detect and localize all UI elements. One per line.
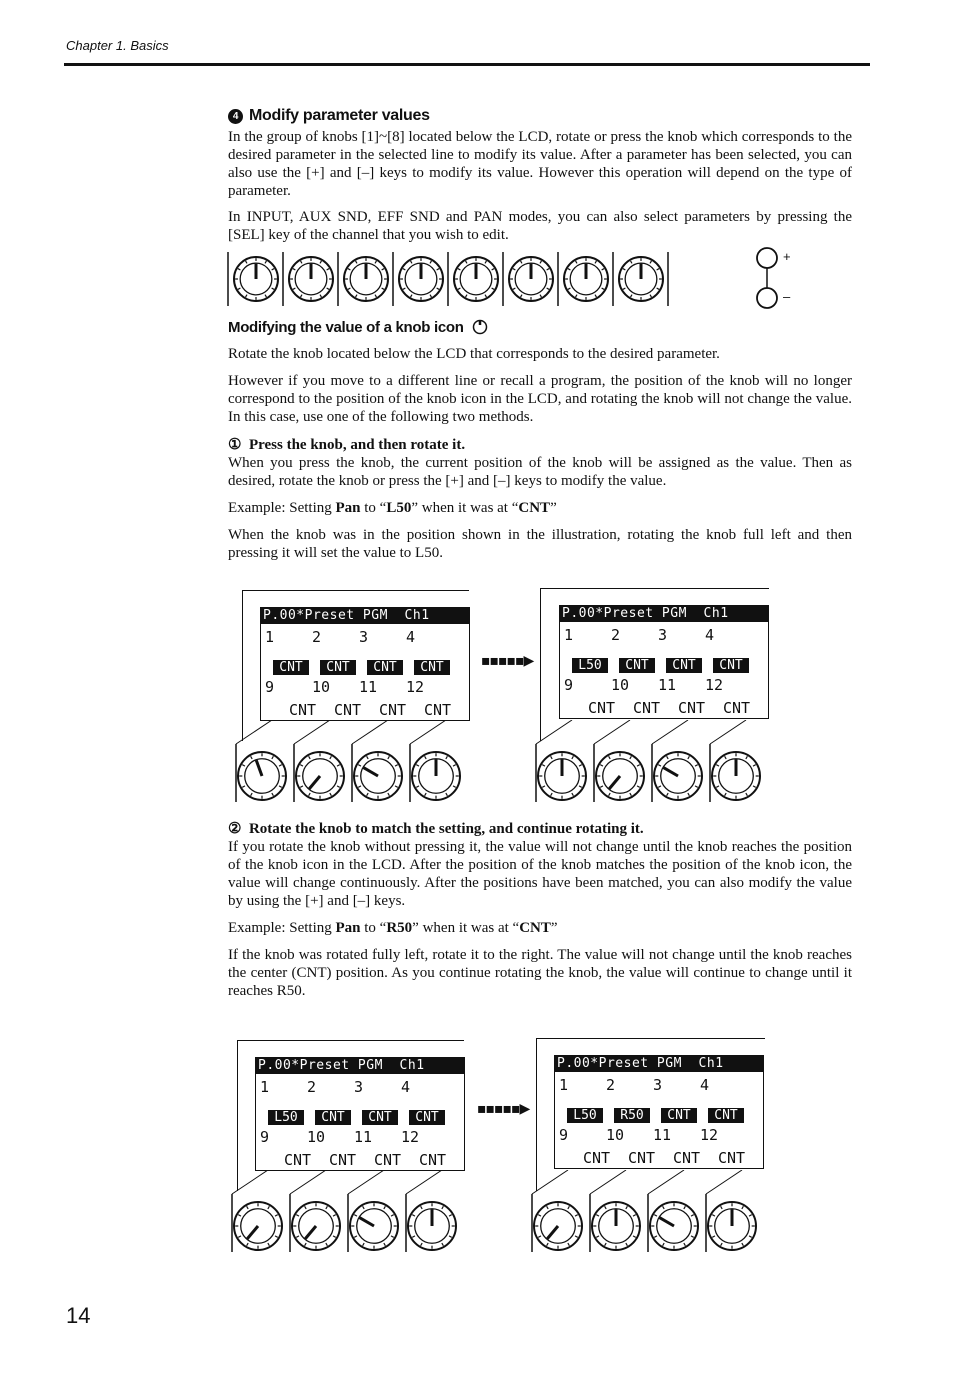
plus-key-label: + <box>783 249 791 264</box>
section-title-text: Modify parameter values <box>249 107 430 124</box>
lcd-bottom-row: CNT CNT CNT CNT <box>289 701 452 719</box>
section-intro <box>228 128 852 244</box>
example-line: Example: Setting Pan to “L50” when it was at “CNT” <box>228 500 557 516</box>
plus-minus-keys <box>757 248 777 308</box>
knob-icon <box>408 1202 456 1250</box>
paragraph: In INPUT, AUX SND, EFF SND and PAN modes, you can also select parameters by pressing the [SEL] key of the channel that you wish to edit. <box>228 209 852 243</box>
knob-icon <box>354 752 402 800</box>
paragraph: If you rotate the knob without pressing it, the value will not change until the knob reaches the position of the knob icon in the LCD. After the position of the knob matches the position of the knob icon, the value will change continuously. After the positions have been matched, you can also modify the value by using the [+] and [–] keys. <box>228 839 852 909</box>
lcd-bottom-row: CNT CNT CNT CNT <box>284 1151 447 1169</box>
lcd-title-bar: P.00*Preset PGM Ch1 <box>256 1058 464 1074</box>
lcd-knob-row: 9 10 11 12 <box>564 676 724 694</box>
lcd-value-row: CNT CNT CNT CNT <box>273 660 469 675</box>
physical-knobs-2 <box>222 1170 782 1260</box>
leader-line <box>648 1170 684 1194</box>
subsection-title-text: Modifying the value of a knob icon <box>228 319 464 336</box>
subsection-title <box>228 319 488 336</box>
physical-knobs-1 <box>226 720 786 810</box>
leader-line <box>706 1170 742 1194</box>
leader-line <box>294 720 330 744</box>
lcd-knob-row: 9 10 11 12 <box>260 1128 420 1146</box>
knob-icon <box>234 1202 282 1250</box>
knob-icon <box>454 257 498 301</box>
lcd-bottom-row: CNT CNT CNT CNT <box>588 699 751 717</box>
lcd-value-row: L50 CNT CNT CNT <box>572 658 768 673</box>
transition-arrow: ▪▪▪▪▪▶ <box>481 653 534 669</box>
knob-icon <box>564 257 608 301</box>
example-line: Example: Setting Pan to “R50” when it was at “CNT” <box>228 920 558 936</box>
lcd-value-row: L50 R50 CNT CNT <box>567 1108 763 1123</box>
lcd-knob-row: 9 10 11 12 <box>559 1126 719 1144</box>
lcd-knob-row: 1 2 3 4 <box>260 1078 411 1096</box>
leader-line <box>406 1170 442 1194</box>
leader-line <box>232 1170 268 1194</box>
lcd-knob-row: 1 2 3 4 <box>564 626 715 644</box>
lcd-knob-row: 1 2 3 4 <box>265 628 416 646</box>
leader-line <box>536 720 572 744</box>
header-rule <box>64 63 870 66</box>
knob-icon <box>289 257 333 301</box>
paragraph: When the knob was in the position shown in the illustration, rotating the knob full left and then pressing it will set the value to L50. <box>228 527 852 561</box>
knob-icon-text <box>228 345 852 426</box>
method-marker: ① <box>228 437 242 453</box>
lcd-title-bar: P.00*Preset PGM Ch1 <box>560 606 768 622</box>
leader-line <box>710 720 746 744</box>
leader-line <box>290 1170 326 1194</box>
knob-icon <box>538 752 586 800</box>
leader-line <box>594 720 630 744</box>
knob-icon <box>234 257 278 301</box>
lcd-screen-c <box>255 1057 465 1171</box>
page-number: 14 <box>66 1303 91 1328</box>
paragraph: However if you move to a different line or recall a program, the position of the knob will no longer correspond to the position of the knob icon in the LCD, and rotating the knob will not change the value. In this case, use one of the following two methods. <box>228 373 852 425</box>
lcd-screen-a <box>260 607 470 721</box>
lcd-title-bar: P.00*Preset PGM Ch1 <box>261 608 469 624</box>
method-title: Rotate the knob to match the setting, and continue rotating it. <box>248 821 644 837</box>
leader-line <box>590 1170 626 1194</box>
knob-icon <box>412 752 460 800</box>
lcd-screen-b <box>559 605 769 719</box>
knob-icon <box>296 752 344 800</box>
leader-line <box>532 1170 568 1194</box>
knob-icon <box>712 752 760 800</box>
method-1 <box>228 436 852 562</box>
knob-icon <box>534 1202 582 1250</box>
knob-icon <box>708 1202 756 1250</box>
lcd-knob-row: 9 10 11 12 <box>265 678 425 696</box>
method-title: Press the knob, and then rotate it. <box>248 437 466 453</box>
knob-icon <box>350 1202 398 1250</box>
lcd-title-bar: P.00*Preset PGM Ch1 <box>555 1056 763 1072</box>
knob-icon <box>619 257 663 301</box>
knob-icon <box>399 257 443 301</box>
leader-line <box>348 1170 384 1194</box>
knob-icon <box>592 1202 640 1250</box>
method-marker: ② <box>228 821 242 837</box>
knob-icon <box>509 257 553 301</box>
lcd-knob-row: 1 2 3 4 <box>559 1076 710 1094</box>
leader-line <box>652 720 688 744</box>
method-2 <box>228 820 852 1000</box>
section-number: 4 <box>228 109 243 124</box>
knob-icon <box>596 752 644 800</box>
knob-icon <box>650 1202 698 1250</box>
leader-line <box>410 720 446 744</box>
chapter-header: Chapter 1. Basics <box>66 38 169 53</box>
lcd-bottom-row: CNT CNT CNT CNT <box>583 1149 746 1167</box>
paragraph: If the knob was rotated fully left, rotate it to the right. The value will not change until the knob reaches the center (CNT) position. As you continue rotating the knob, the value will continue to change until it reaches R50. <box>228 947 852 999</box>
paragraph: Rotate the knob located below the LCD that corresponds to the desired parameter. <box>228 346 720 362</box>
knob-icon <box>344 257 388 301</box>
knob-row-illustration <box>222 244 822 314</box>
lcd-value-row: L50 CNT CNT CNT <box>268 1110 464 1125</box>
knob-icon <box>238 752 286 800</box>
leader-line <box>352 720 388 744</box>
leader-line <box>236 720 272 744</box>
minus-key-label: – <box>783 289 791 304</box>
transition-arrow: ▪▪▪▪▪▶ <box>477 1101 530 1117</box>
section-title <box>228 107 430 125</box>
knob-icon <box>472 319 488 335</box>
knob-icon <box>292 1202 340 1250</box>
lcd-screen-d <box>554 1055 764 1169</box>
knob-icon <box>654 752 702 800</box>
paragraph: In the group of knobs [1]~[8] located below the LCD, rotate or press the knob which corresponds to the desired parameter in the selected line to modify its value. After a parameter has been selected, you can also use the [+] and [–] keys to modify its value. However this operation will depend on the type of parameter. <box>228 129 852 199</box>
paragraph: When you press the knob, the current position of the knob will be assigned as the value. Then as desired, rotate the knob or press the [+] and [–] keys to modify the value. <box>228 455 852 489</box>
